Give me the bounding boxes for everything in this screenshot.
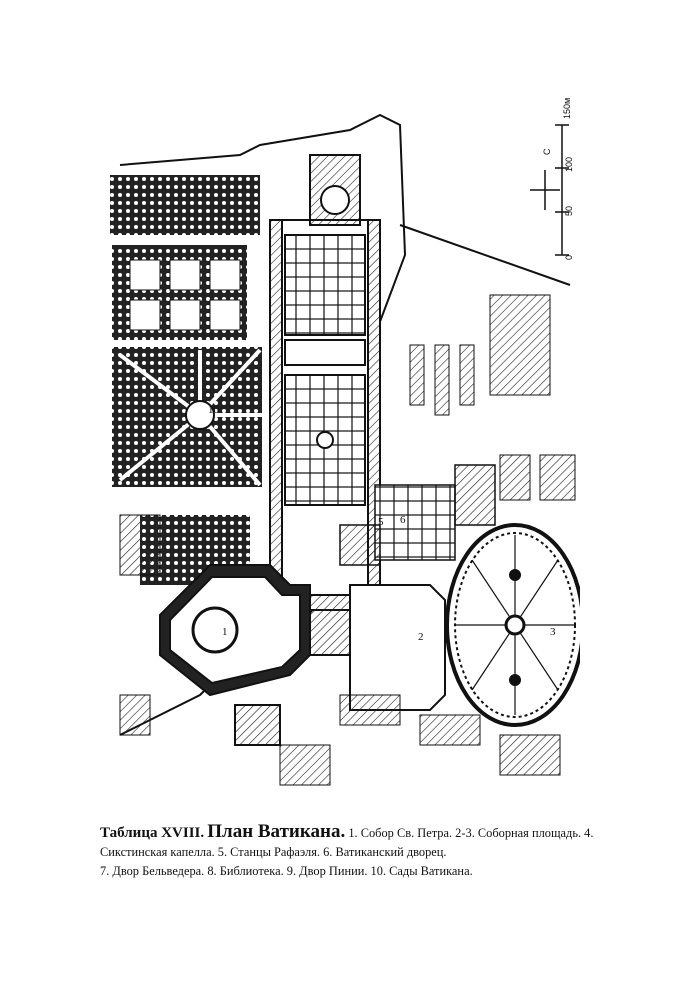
- label-5: 5: [378, 516, 384, 528]
- table-label: Таблица XVIII.: [100, 825, 205, 841]
- label-3: 3: [550, 626, 556, 638]
- scale-label: 150м: [562, 97, 572, 119]
- north-arrow: [530, 170, 560, 210]
- label-10: 10: [208, 404, 219, 416]
- plan-title: План Ватикана.: [207, 821, 346, 842]
- label-2: 2: [418, 631, 424, 643]
- scale-tick-50: 50: [564, 205, 574, 216]
- legend-line-2: Сикстинская капелла. 5. Станцы Рафаэля. 6. Ватиканский дворец.: [100, 845, 447, 859]
- pinecone-court: [310, 155, 360, 225]
- north-label: С: [542, 148, 552, 155]
- label-1: 1: [222, 626, 228, 638]
- figure-caption: [100, 822, 660, 881]
- legend-line-3: 7. Двор Бельведера. 8. Библиотека. 9. Двор Пинии. 10. Сады Ватикана.: [100, 864, 473, 878]
- label-6: 6: [400, 514, 406, 526]
- scale-tick-0: 0: [564, 254, 574, 260]
- scale-tick-100: 100: [564, 156, 574, 172]
- legend-line-1: 1. Собор Св. Петра. 2-3. Соборная площадь. 4.: [348, 826, 594, 840]
- vatican-plan-drawing: [100, 95, 580, 795]
